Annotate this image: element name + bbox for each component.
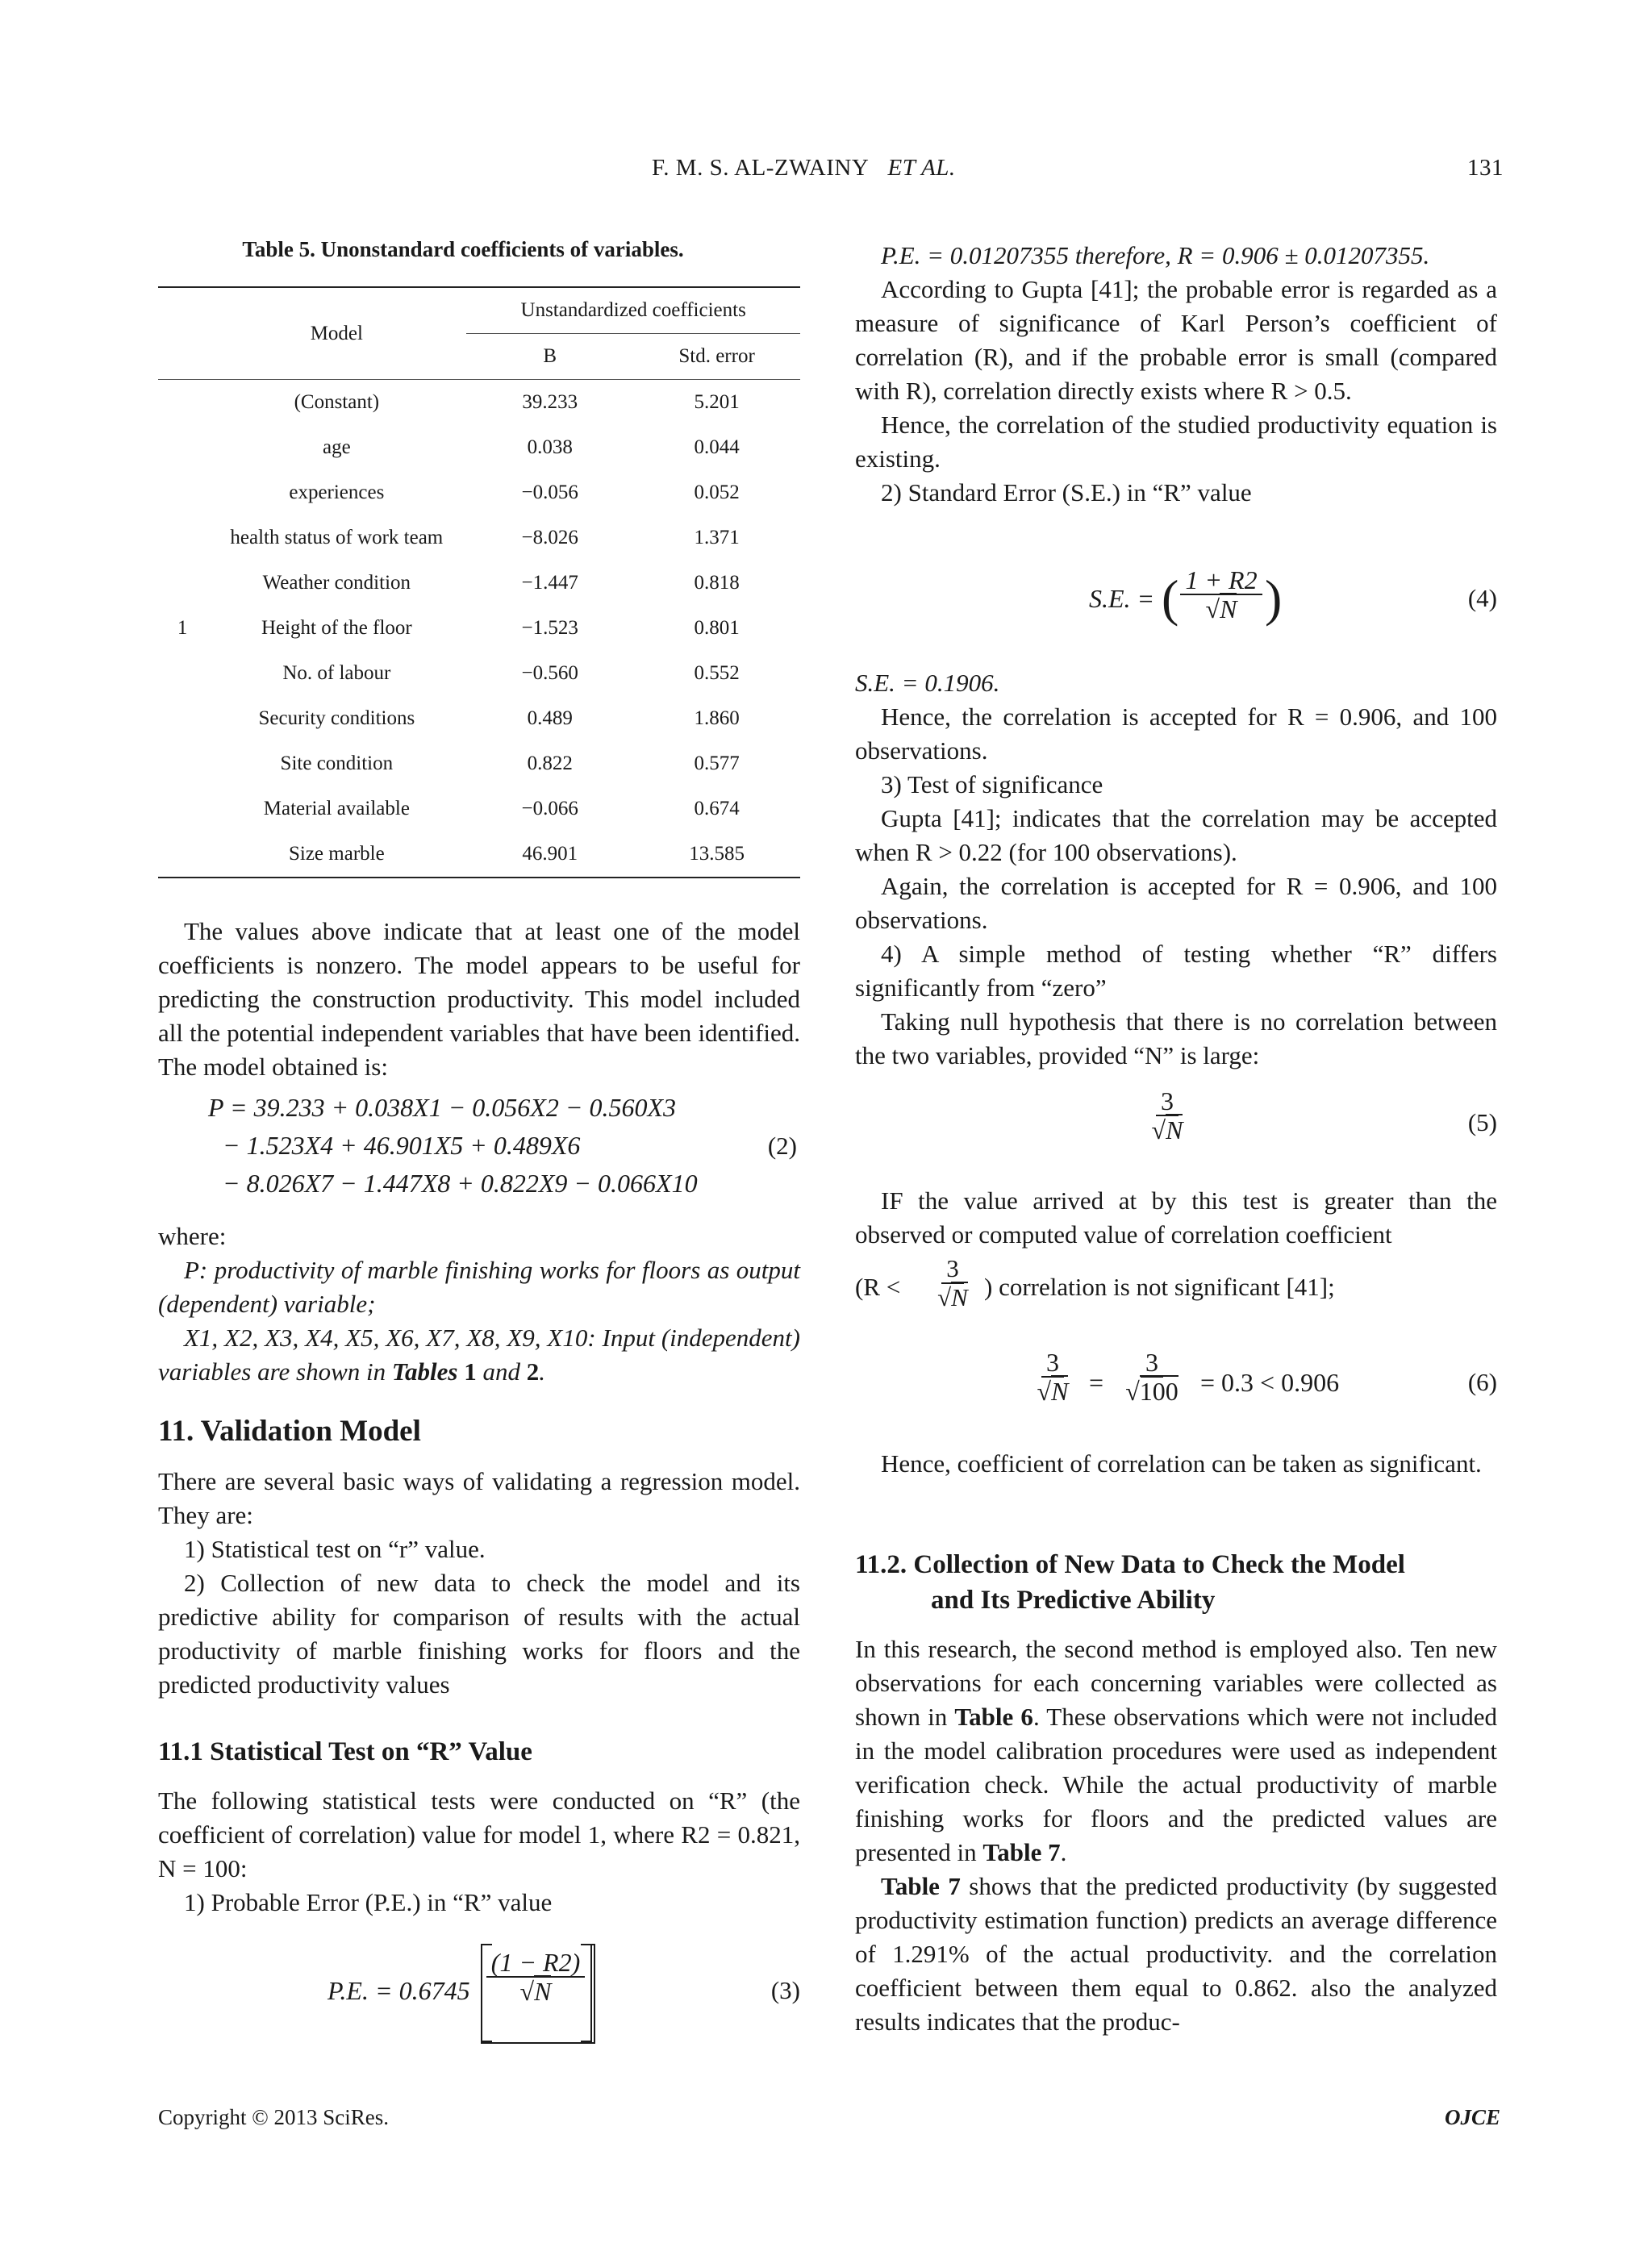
right-column-top [855,239,1497,510]
equation-5 [855,1087,1497,1165]
table5-b-value: 0.822 [527,753,573,774]
table-row [158,741,800,786]
table5-b-value: 0.038 [527,436,573,458]
footer-journal: OJCE [1444,2105,1500,2129]
null-hypothesis: Taking null hypothesis that there is no correlation between the two variables, provided “N” is large: [855,1007,1497,1069]
table5-se-value: 0.674 [694,798,740,819]
hence-significant: Hence, coefficient of correlation can be taken as significant. [881,1449,1482,1478]
equation-5-fraction: $\frac{3}{√N}$ [1151,1086,1183,1144]
equation-6-result: = 0.3 < 0.906 [1200,1368,1340,1397]
table5-col-b: B [543,345,557,367]
p-definition: P: productivity of marble finishing works for floors as output (dependent) variable; [158,1256,800,1318]
item-4-method: 4) A simple method of testing whether “R” differs significantly from “zero” [855,940,1497,1002]
equation-5-number: (5) [1467,1108,1497,1136]
section-11-2-heading-line-2: and Its Predictive Ability [931,1586,1216,1615]
section-11 [158,1413,800,1702]
para-values-above: The values above indicate that at least one of the model coefficients is nonzero. The model appears to be useful for predicting the construction productivity. This model included all the potential independent variables that have been identified. The model obtained is: [158,917,800,1081]
table5-variable-name: (Constant) [294,391,380,413]
table-row [158,606,800,651]
se-value: S.E. = 0.1906. [855,669,1000,697]
right-column-middle [855,666,1497,1073]
table5-b-value: −8.026 [521,527,578,548]
table5-b-value: 0.489 [527,707,573,729]
table-row [158,425,800,470]
table-row [158,786,800,832]
section-11-1-heading: 11.1 Statistical Test on “R” Value [158,1737,532,1766]
equation-6-fraction-2: $\frac{3}{√100}$ [1125,1348,1179,1406]
table5-variable-name: experiences [289,482,385,503]
table5-variable-name: Security conditions [258,707,415,729]
table5-variable-name: Site condition [280,753,394,774]
table5-variable-name: Weather condition [262,572,411,594]
equation-3-fraction: $\frac{(1 - R2)}{√N}$ [492,1949,579,2005]
table-row [158,832,800,878]
equation-6-number: (6) [1467,1368,1497,1396]
table5-se-value: 0.801 [694,617,740,639]
table5-se-value: 0.052 [694,482,740,503]
equation-3-number: (3) [770,1976,800,2004]
gupta-indicates: Gupta [41]; indicates that the correlation may be accepted when R > 0.22 (for 100 observations). [855,804,1497,866]
x-definition: X1, X2, X3, X4, X5, X6, X7, X8, X9, X10: Input (independent) variables are shown in Tables 1 and 2. [158,1324,800,1386]
footer-copyright: Copyright © 2013 SciRes. [158,2105,390,2129]
table5-variable-name: No. of labour [282,662,391,684]
pe-value: P.E. = 0.01207355 therefore, R = 0.906 ± 0.01207355. [881,241,1430,269]
equation-2-line-3: − 8.026X7 − 1.447X8 + 0.822X9 − 0.066X10 [223,1169,698,1198]
table5-se-value: 13.585 [689,843,745,865]
if-paragraph: IF the value arrived at by this test is greater than the observed or computed value of correlation coefficient [855,1186,1497,1249]
section-11-2-para-2: Table 7 shows that the predicted productivity (by suggested productivity estimation function) predicts an average difference of 1.291% of the actual productivity. and the correlation coefficient between them equal to 0.862. also the analyzed results indicates that the produc- [855,1872,1497,2036]
table5-se-value: 0.552 [694,662,740,684]
if-inequality: (R < $\frac{3}{√N}$ ) correlation is not significant [41]; [855,1254,1335,1311]
table-row [158,696,800,741]
running-header-authors: F. M. S. AL-ZWAINY ET AL. [652,155,956,181]
hence-accepted: Hence, the correlation is accepted for R = 0.906, and 100 observations. [855,703,1497,765]
table5-variable-name: age [322,436,351,458]
section-11-2-heading-line-1: 11.2. Collection of New Data to Check the Model [855,1550,1405,1579]
table5-se-value: 1.371 [694,527,740,548]
table5-b-value: 46.901 [522,843,578,865]
equation-2-number: (2) [767,1132,797,1160]
section-11-1-item-1: 1) Probable Error (P.E.) in “R” value [184,1888,553,1916]
again-accepted: Again, the correlation is accepted for R = 0.906, and 100 observations. [855,872,1497,934]
table5-variable-name: Size marble [288,843,385,865]
equation-6: $\frac{3}{√N}$ = $\frac{3}{√100}$ = 0.3 < 0.906 (6) [855,1349,1497,1426]
table5 [158,286,800,878]
table5-b-value: −0.066 [521,798,578,819]
hence-existing: Hence, the correlation of the studied productivity equation is existing. [855,411,1497,473]
table-row [158,380,800,426]
table5-variable-name: health status of work team [230,527,444,548]
equation-2-line-1: P = 39.233 + 0.038X1 − 0.056X2 − 0.560X3 [208,1093,676,1122]
equation-3 [158,1937,800,2050]
table-row [158,561,800,606]
where-label: where: [158,1222,227,1250]
table5-block [158,237,800,878]
table5-se-value: 0.044 [694,436,740,458]
table5-b-value: −1.447 [521,572,578,594]
section-11-heading: 11. Validation Model [158,1415,421,1448]
equation-4: S.E. = ( $\frac{1 + R2}{√N}$ ) (4) [1089,565,1497,627]
right-column-significant [855,1447,1497,1481]
gupta-paragraph: According to Gupta [41]; the probable error is regarded as a measure of significance of Karl Person’s coefficient of correlation (R), and if the probable error is small (compared with R), correlation directly exists where R > 0.5. [855,275,1497,405]
if-fraction: $\frac{3}{√N}$ [937,1254,968,1311]
table5-group-header: Unstandardized coefficients [466,287,800,334]
section-11-1 [158,1734,800,1920]
table5-b-value: −1.523 [521,617,578,639]
table5-variable-name: Height of the floor [261,617,412,639]
left-column-definitions [158,1219,800,1389]
table5-caption: Table 5. Unonstandard coefficients of variables. [242,237,684,261]
section-11-2 [855,1547,1497,2039]
equation-3-lhs: P.E. = 0.6745 [327,1976,470,2005]
table5-b-value: −0.056 [521,482,578,503]
table5-se-value: 0.818 [694,572,740,594]
section-11-item-2: 2) Collection of new data to check the model and its predictive ability for comparison of results with the actual productivity of marble finishing works for floors and the predicted productivity values [158,1569,800,1699]
section-11-2-para-1: In this research, the second method is employed also. Ten new observations for each concerning variables were collected as shown in Table 6. These observations which were not included in the model calibration procedures were used as independent verification check. While the actual productivity of marble finishing works for floors and the predicted values are presented in Table 7. [855,1635,1497,1866]
equation-6-fraction-1: $\frac{3}{√N}$ [1037,1348,1069,1406]
equation-4-number: (4) [1467,584,1497,612]
page-number: 131 [1467,155,1504,181]
table5-col-se: Std. error [678,345,755,367]
table-row [158,651,800,696]
table5-b-value: 39.233 [522,391,578,413]
table5-variable-name: Material available [263,798,410,819]
equation-2-line-2: − 1.523X4 + 46.901X5 + 0.489X6 [223,1131,581,1160]
table-row [158,515,800,561]
item-2-standard-error: 2) Standard Error (S.E.) in “R” value [881,478,1252,507]
equation-2 [208,1089,797,1203]
section-11-item-1: 1) Statistical test on “r” value. [184,1535,486,1563]
table5-se-value: 1.860 [694,707,740,729]
table-row [158,470,800,515]
item-3-test: 3) Test of significance [881,770,1103,798]
table5-se-value: 5.201 [694,391,740,413]
section-11-intro: There are several basic ways of validating a regression model. They are: [158,1467,800,1529]
table5-se-value: 0.577 [694,753,740,774]
right-column-if [855,1184,1497,1252]
table5-model-id: 1 [177,617,188,639]
left-column [158,915,800,1084]
section-11-1-para: The following statistical tests were conducted on “R” (the coefficient of correlation) value for model 1, where R2 = 0.821, N = 100: [158,1786,800,1882]
equation-4-lhs: S.E. = [1089,584,1155,613]
equation-4-fraction: $\frac{1 + R2}{√N}$ [1181,566,1262,623]
table5-b-value: −0.560 [521,662,578,684]
table5-model-header: Model [310,322,363,344]
